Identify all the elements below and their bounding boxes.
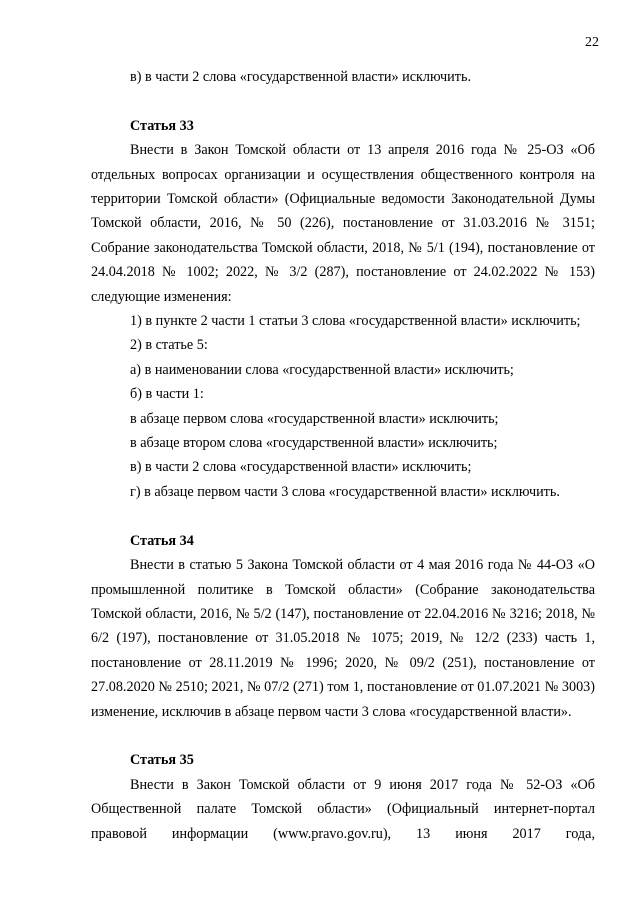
article-33-heading: Статья 33 [130,117,194,134]
document-body [91,65,595,846]
article-33-item-2v: в) в части 2 слова «государственной власти» исключить; [130,459,472,476]
article-35-heading: Статья 35 [130,752,194,769]
article-33-item-2b-first: в абзаце первом слова «государственной власти» исключить; [130,410,499,427]
paragraph-amendment-v: в) в части 2 слова «государственной власти» исключить. [130,69,471,85]
article-33-intro: Внести в Закон Томской области от 13 апреля 2016 года № 25-ОЗ «Об отдельных вопросах организации и осуществления общественного контроля на территории Томской области» (Официальные ведомости Законодательной Думы Томской области, 2016, № 50 (226), постановление от 31.03.2016 № 3151; Собрание законодательства Томской области, 2018, № 5/1 (194), постановление от 24.04.2018 № 1002; 2022, № 3/2 (287), постановление от 24.02.2022 № 153) следующие изменения: [91,142,595,305]
article-33-item-2b-second: в абзаце втором слова «государственной власти» исключить; [130,435,498,452]
article-35-text: Внести в Закон Томской области от 9 июня 2017 года № 52-ОЗ «Об Общественной палате Томской области» (Официальный интернет-портал правовой информации (www.pravo.gov.ru), 13 июня 2017 года, [91,776,595,842]
article-34-text: Внести в статью 5 Закона Томской области от 4 мая 2016 года № 44-ОЗ «О промышленной политике в Томской области» (Собрание законодательства Томской области, 2016, № 5/2 (147), постановление от 22.04.2016 № 3216; 2018, № 6/2 (197), постановление от 31.05.2018 № 1075; 2019, № 12/2 (233) часть 1, постановление от 28.11.2019 № 1996; 2020, № 09/2 (251), постановление от 27.08.2020 № 2510; 2021, № 07/2 (271) том 1, постановление от 01.07.2021 № 3003) изменение, исключив в абзаце первом части 3 слова «государственной власти». [91,557,595,720]
spacer [91,724,595,748]
article-33-item-1: 1) в пункте 2 части 1 статьи 3 слова «государственной власти» исключить; [130,313,581,330]
article-33-item-2g: г) в абзаце первом части 3 слова «государственной власти» исключить. [130,483,560,500]
spacer [91,89,595,113]
article-33-item-2: 2) в статье 5: [130,337,208,354]
article-33-item-2a: а) в наименовании слова «государственной власти» исключить; [130,361,514,378]
spacer [91,504,595,528]
page-number: 22 [585,35,599,50]
article-34-heading: Статья 34 [130,532,194,549]
article-33-item-2b: б) в части 1: [130,386,204,403]
